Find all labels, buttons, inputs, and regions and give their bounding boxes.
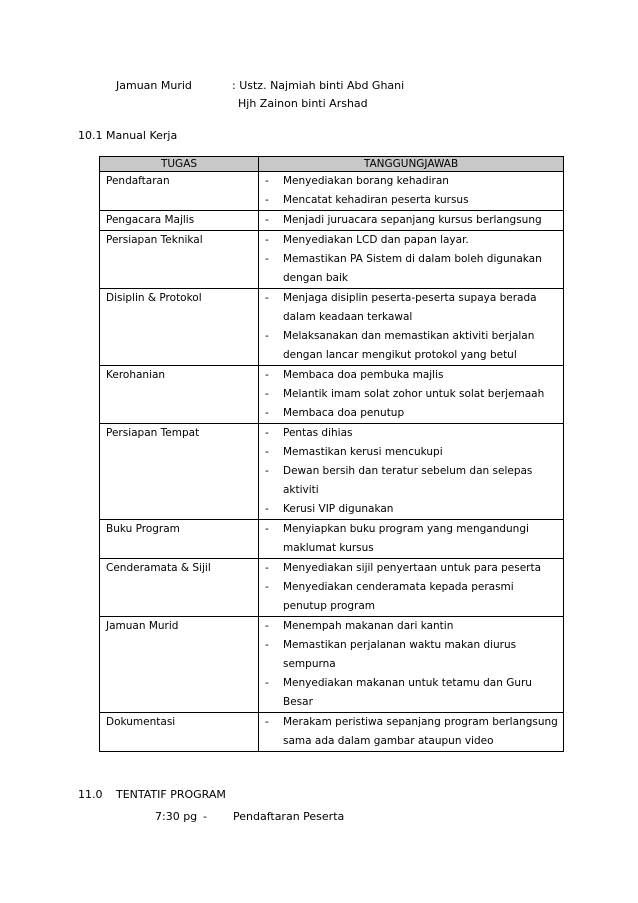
responsibility-text [283, 636, 516, 674]
responsibility-line: Dewan bersih dan teratur sebelum dan selepas [283, 465, 533, 477]
responsibility-text [283, 211, 542, 230]
responsibility-line: Menjadi juruacara sepanjang kursus berlangsung [283, 214, 542, 226]
responsibility-item [259, 404, 563, 423]
responsibility-line: aktiviti [283, 484, 319, 496]
jamuan-label: Jamuan Murid [116, 79, 192, 92]
responsibility-line: Memastikan perjalanan waktu makan diurus [283, 639, 517, 651]
responsibility-text [283, 443, 443, 462]
bullet-dash: - [265, 175, 269, 187]
tugas-label: Dokumentasi [106, 716, 176, 728]
responsibility-text [283, 172, 449, 191]
responsibility-item [259, 617, 563, 636]
tugas-cell [100, 559, 259, 617]
table-row [100, 617, 564, 713]
responsibility-item [259, 366, 563, 385]
responsibility-line: Membaca doa pembuka majlis [283, 369, 444, 381]
tanggungjawab-cell [259, 617, 564, 713]
section-11-title: TENTATIF PROGRAM [116, 788, 226, 801]
responsibility-item [259, 674, 563, 712]
responsibility-item [259, 289, 563, 327]
table-row [100, 424, 564, 520]
tanggungjawab-cell [259, 520, 564, 559]
responsibility-text [283, 366, 443, 385]
responsibility-text [283, 713, 558, 751]
responsibility-text [283, 250, 542, 288]
bullet-dash: - [265, 562, 269, 574]
tanggungjawab-cell [259, 211, 564, 231]
bullet-dash: - [265, 214, 269, 226]
header-tugas: TUGAS [100, 157, 259, 172]
responsibility-item [259, 385, 563, 404]
tugas-label: Jamuan Murid [106, 620, 179, 632]
responsibility-text [283, 231, 469, 250]
bullet-dash: - [265, 677, 269, 689]
tugas-label: Persiapan Tempat [106, 427, 200, 439]
responsibility-text [283, 424, 353, 443]
table-row [100, 211, 564, 231]
responsibility-text [283, 500, 393, 519]
section-10-1-heading: 10.1 Manual Kerja [78, 129, 178, 142]
responsibility-text [283, 289, 537, 327]
bullet-dash: - [265, 234, 269, 246]
table-row [100, 289, 564, 366]
bullet-dash: - [265, 407, 269, 419]
bullet-dash: - [265, 330, 269, 342]
header-tanggungjawab: TANGGUNGJAWAB [259, 157, 564, 172]
tanggungjawab-cell [259, 366, 564, 424]
bullet-dash: - [265, 388, 269, 400]
responsibility-line: Melaksanakan dan memastikan aktiviti berjalan [283, 330, 535, 342]
responsibility-text [283, 191, 469, 210]
responsibility-line: sempurna [283, 658, 336, 670]
responsibility-item [259, 250, 563, 288]
responsibility-item [259, 500, 563, 519]
tugas-cell [100, 424, 259, 520]
responsibility-item [259, 559, 563, 578]
bullet-dash: - [265, 465, 269, 477]
responsibility-line: Memastikan kerusi mencukupi [283, 446, 443, 458]
table-row [100, 231, 564, 289]
bullet-dash: - [265, 194, 269, 206]
schedule-dash: - [203, 810, 207, 823]
responsibility-text [283, 520, 529, 558]
responsibility-text [283, 578, 514, 616]
responsibility-text [283, 462, 532, 500]
responsibility-text [283, 617, 453, 636]
responsibility-item [259, 520, 563, 558]
bullet-dash: - [265, 446, 269, 458]
responsibility-line: Menyediakan cenderamata kepada perasmi [283, 581, 514, 593]
tugas-cell [100, 520, 259, 559]
responsibility-text [283, 404, 404, 423]
tugas-label: Cenderamata & Sijil [106, 562, 211, 574]
responsibility-line: Memastikan PA Sistem di dalam boleh digunakan [283, 253, 542, 265]
responsibility-line: Merakam peristiwa sepanjang program berlangsung [283, 716, 558, 728]
responsibility-line: Menyiapkan buku program yang mengandungi [283, 523, 529, 535]
tugas-cell [100, 713, 259, 752]
responsibility-item [259, 231, 563, 250]
table-row [100, 713, 564, 752]
responsibility-text [283, 327, 534, 365]
tugas-label: Buku Program [106, 523, 180, 535]
tanggungjawab-cell [259, 231, 564, 289]
tugas-label: Pengacara Majlis [106, 214, 195, 226]
responsibility-text [283, 385, 544, 404]
tanggungjawab-cell [259, 172, 564, 211]
bullet-dash: - [265, 253, 269, 265]
table-row [100, 366, 564, 424]
jamuan-name-1: : Ustz. Najmiah binti Abd Ghani [232, 79, 405, 92]
responsibility-item [259, 636, 563, 674]
responsibility-text [283, 674, 532, 712]
tanggungjawab-cell [259, 713, 564, 752]
responsibility-line: Menyediakan borang kehadiran [283, 175, 449, 187]
responsibility-item [259, 211, 563, 230]
responsibility-item [259, 578, 563, 616]
bullet-dash: - [265, 639, 269, 651]
tugas-label: Disiplin & Protokol [106, 292, 202, 304]
responsibility-line: dengan lancar mengikut protokol yang betul [283, 349, 517, 361]
responsibility-line: Melantik imam solat zohor untuk solat berjemaah [283, 388, 545, 400]
tanggungjawab-cell [259, 559, 564, 617]
bullet-dash: - [265, 620, 269, 632]
responsibility-line: Kerusi VIP digunakan [283, 503, 394, 515]
responsibility-item [259, 462, 563, 500]
table-row [100, 172, 564, 211]
responsibility-item [259, 713, 563, 751]
responsibility-line: Besar [283, 696, 313, 708]
tugas-cell [100, 231, 259, 289]
tugas-label: Persiapan Teknikal [106, 234, 203, 246]
tugas-cell [100, 617, 259, 713]
responsibility-line: Menjaga disiplin peserta-peserta supaya berada [283, 292, 537, 304]
responsibility-item [259, 424, 563, 443]
tugas-label: Pendaftaran [106, 175, 170, 187]
tugas-cell [100, 211, 259, 231]
tugas-cell [100, 366, 259, 424]
bullet-dash: - [265, 292, 269, 304]
responsibility-line: Menyediakan LCD dan papan layar. [283, 234, 469, 246]
tugas-cell [100, 172, 259, 211]
responsibility-item [259, 327, 563, 365]
responsibility-line: Mencatat kehadiran peserta kursus [283, 194, 469, 206]
table-row [100, 520, 564, 559]
schedule-time: 7:30 pg [155, 810, 198, 823]
responsibility-line: maklumat kursus [283, 542, 374, 554]
table-row [100, 559, 564, 617]
responsibility-item [259, 443, 563, 462]
responsibility-line: Menempah makanan dari kantin [283, 620, 454, 632]
responsibility-line: sama ada dalam gambar ataupun video [283, 735, 494, 747]
tanggungjawab-cell [259, 424, 564, 520]
manual-kerja-table [99, 156, 564, 752]
responsibility-line: dengan baik [283, 272, 348, 284]
responsibility-text [283, 559, 541, 578]
responsibility-line: dalam keadaan terkawal [283, 311, 413, 323]
responsibility-item [259, 172, 563, 191]
schedule-activity: Pendaftaran Peserta [233, 810, 345, 823]
responsibility-line: penutup program [283, 600, 376, 612]
table-header-row [100, 157, 564, 172]
tugas-label: Kerohanian [106, 369, 166, 381]
bullet-dash: - [265, 503, 269, 515]
bullet-dash: - [265, 581, 269, 593]
section-11-number: 11.0 [78, 788, 103, 801]
jamuan-name-2: Hjh Zainon binti Arshad [238, 97, 368, 110]
responsibility-line: Pentas dihias [283, 427, 353, 439]
bullet-dash: - [265, 716, 269, 728]
responsibility-item [259, 191, 563, 210]
tugas-cell [100, 289, 259, 366]
responsibility-line: Menyediakan sijil penyertaan untuk para peserta [283, 562, 542, 574]
responsibility-line: Menyediakan makanan untuk tetamu dan Guru [283, 677, 532, 689]
responsibility-line: Membaca doa penutup [283, 407, 405, 419]
bullet-dash: - [265, 523, 269, 535]
tanggungjawab-cell [259, 289, 564, 366]
bullet-dash: - [265, 427, 269, 439]
bullet-dash: - [265, 369, 269, 381]
